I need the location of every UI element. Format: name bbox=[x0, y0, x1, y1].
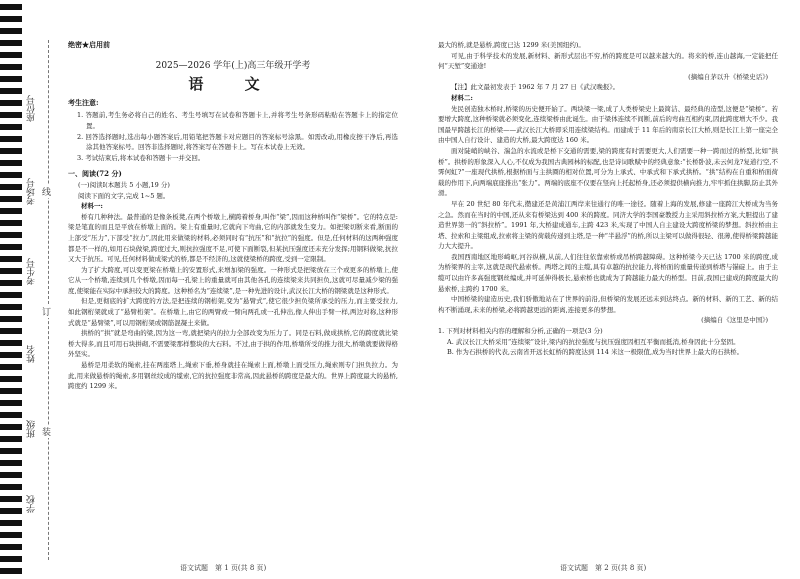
binding-stripe bbox=[0, 124, 22, 130]
notice-item: 1. 答题前,考生务必将自己的姓名、考生号填写在试卷和答题卡上,并将考生号条形码粘贴在答题卡上的指定位置。 bbox=[77, 111, 398, 130]
material-2-title: 材料二: bbox=[451, 93, 473, 102]
binding-stripe bbox=[0, 220, 22, 226]
material-1-paragraph: 悬桥是用柔软的绳索,挂在两座塔上,绳索下垂,桥身就挂在绳索上面,桥墩上面受压力,绳索则专门担负拉力。为此,用来做悬桥的绳索,多用钢丝绞成的缆索,它的抗拉强度非常高,因此悬桥的跨度是最大的。世界上跨度最大的悬桥,跨度约 1299 米。 bbox=[68, 361, 398, 391]
material-2-paragraph: 我国西南地区地形崎岖,河谷纵横,从前,人们往往依靠索桥或吊桥跨越障碍。这种桥梁今天已达 1700 米的跨度,成为桥梁界的主宰,这就是现代悬索桥。两塔之间的主缆,具有卓越的抗拉能力,将桥面的重量传递到桥塔与锚碇上。由于主缆可以由许多高强度钢丝编成,并可延伸得极长,悬索桥也就成为了跨越能力最大的桥型。目前,我国已建成的跨度最大的悬索桥,主跨约 1700 米。 bbox=[438, 252, 778, 293]
binding-stripe bbox=[0, 4, 22, 10]
notice-heading: 考生注意: bbox=[68, 97, 99, 107]
binding-word-order: 订 bbox=[42, 305, 51, 318]
binding-stripe bbox=[0, 16, 22, 22]
binding-stripe bbox=[0, 64, 22, 70]
binding-stripe bbox=[0, 208, 22, 214]
binding-word-bind: 装 bbox=[42, 425, 51, 438]
section-heading: 一、阅读(72 分) bbox=[68, 169, 122, 179]
binding-stripe bbox=[0, 52, 22, 58]
binding-stripe bbox=[0, 88, 22, 94]
binding-stripe bbox=[0, 520, 22, 526]
binding-stripe bbox=[0, 472, 22, 478]
binding-label-school: 学校 bbox=[27, 495, 37, 513]
binding-stripe bbox=[0, 352, 22, 358]
binding-stripe bbox=[0, 172, 22, 178]
binding-stripe bbox=[0, 100, 22, 106]
binding-stripe bbox=[0, 460, 22, 466]
binding-stripe bbox=[0, 280, 22, 286]
page-1-footer: 语文试题 第 1 页(共 8 页) bbox=[180, 564, 267, 572]
question-1-option: A. 武汉长江大桥采用“连续梁”设计,梁内的抗拉强度与抗压强度因相互平衡而抵消,桥身因此十分坚固。 bbox=[447, 337, 740, 346]
binding-stripe bbox=[0, 400, 22, 406]
question-1-option: B. 作为石拱桥的代表,云南省开远长虹桥的跨度达到 114 米这一极限值,成为当时世界上最大的石拱桥。 bbox=[447, 348, 744, 357]
binding-stripe bbox=[0, 196, 22, 202]
secret-mark: 绝密★启用前 bbox=[68, 40, 110, 49]
binding-stripe bbox=[0, 448, 22, 454]
material-1-paragraph: 但是,更彻底的扩大跨度的方法,是把连续的钢桁架,变为“悬臂式”,使它很少担负梁所承受的压力,而主要受拉力,如此钢桁架就成了“悬臂桁架”。在桥墩上,由它的两臂或一臂向两孔或一孔伸出,像人伸出手臂一样,两边对称,这种形式就是“悬臂梁”,可以用钢桁架或钢筋混凝土来做。 bbox=[68, 297, 398, 327]
binding-label-seat: 座位号 bbox=[27, 95, 37, 122]
binding-stripe bbox=[0, 184, 22, 190]
material-2-paragraph: 中国桥梁的建造历史,我们骄傲地站在了世界的前沿,但桥梁的发展还远未到达终点。新的材料、新的工艺、新的结构不断涌现,未来的桥梁,必将跨越更远的距离,连接更多的梦想。 bbox=[438, 295, 778, 314]
material-1-note: 【注】此文最初发表于 1962 年 7 月 27 日《武汉晚报》。 bbox=[451, 83, 620, 92]
exam-title: 2025—2026 学年(上)高三年级开学考 bbox=[155, 60, 311, 71]
binding-stripe bbox=[0, 292, 22, 298]
binding-stripe bbox=[0, 376, 22, 382]
binding-stripe bbox=[0, 160, 22, 166]
binding-stripe bbox=[0, 424, 22, 430]
binding-stripe bbox=[0, 364, 22, 370]
question-1-stem: 1. 下列对材料相关内容的理解和分析,正确的一项是(3 分) bbox=[438, 327, 603, 336]
binding-stripe bbox=[0, 268, 22, 274]
binding-stripe bbox=[0, 304, 22, 310]
binding-stripe bbox=[0, 412, 22, 418]
binding-stripe bbox=[0, 484, 22, 490]
material-2-paragraph: 面对陡峭的峡谷、湍急的水流或是桥下交通的需要,梁的跨度有时需要更大,人们需要一种一跨而过的桥型,比如“拱桥”。拱桥的形象深入人心,不仅成为我国古典园林的标配,也是诗词歌赋中的经典意象:“长桥卧波,未云何龙?复道行空,不霁何虹?”一座现代拱桥,根据桥面与主拱圈的相对位置,可分为上承式、中承式和下承式拱桥。“拱”结构在自重和桥面荷载的作用下,向两端底座推出“张力”。两端的底座不仅要在竖向上托起桥身,还必须提供横向推力,牢牢抓住拱脚,防止其外滑。 bbox=[438, 146, 778, 198]
binding-stripe bbox=[0, 244, 22, 250]
material-1-paragraph: 最大的桥,就是悬桥,跨度已达 1299 米(美国纽约)。 bbox=[438, 41, 585, 49]
binding-label-room: 考场号 bbox=[27, 178, 37, 205]
page-1-column bbox=[68, 40, 398, 392]
binding-stripe bbox=[0, 328, 22, 334]
material-1-paragraph: 为了扩大跨度,可以变更梁在桥墩上的安置形式,来增加梁的强度。一种形式是把梁放在三个或更多的桥墩上,使它从一个桥墩,连续到几个桥墩,因而每一孔梁上的重量就可由其他各孔的连续梁来共同担负,这就可尽量减少梁的强度,使梁能在实际中承担较大的跨度。这种桥名为“连续梁”,是一种先进的设计,武汉长江大桥的钢梁就是这种形式。 bbox=[68, 265, 398, 295]
binding-stripe bbox=[0, 544, 22, 550]
binding-stripe bbox=[0, 136, 22, 142]
binding-stripe bbox=[0, 556, 22, 562]
binding-word-line: 线 bbox=[42, 185, 51, 198]
subsection-heading: (一)阅读Ⅰ(本题共 5 小题,19 分) bbox=[78, 180, 170, 189]
notice-item: 3. 考试结束后,将本试卷和答题卡一并交回。 bbox=[77, 153, 205, 162]
binding-label-class: 班级 bbox=[27, 420, 37, 438]
binding-stripe bbox=[0, 316, 22, 322]
binding-stripe bbox=[0, 112, 22, 118]
binding-cut-line bbox=[48, 40, 49, 560]
material-1-paragraph: 桥有几种种法。最普通的是像条板凳,在两个桥墩上,横跨着桥身,叫作“梁”,因而这种桥叫作“梁桥”。它的特点是:梁是笔直的而且是平放在桥墩上面的。梁上有重量时,它就向下弯曲,它的内部就发生变力。如把梁切断来看,断面的上部受“压力”,下部受“拉力”,因此用来做梁的材料,必须同时有“抗压”和“抗拉”的强度。但是,任何材料的这两种强度都是不一样的,如用石块做梁,跨度过大,则抗拉强度不足,可使下面断裂,但某抗压强度还未充分发挥;用钢料做梁,抗拉又大于抗压。可见,任何材料做成梁式的桥,都是不经济的,这就使梁桥的跨度,受到一定限制。 bbox=[68, 212, 398, 264]
binding-stripe bbox=[0, 148, 22, 154]
material-1-title: 材料一: bbox=[81, 202, 103, 211]
binding-stripe bbox=[0, 340, 22, 346]
binding-label-exam-id: 考生号 bbox=[27, 258, 37, 285]
binding-stripe bbox=[0, 508, 22, 514]
binding-stripe bbox=[0, 232, 22, 238]
binding-stripe bbox=[0, 568, 22, 574]
binding-stripe bbox=[0, 40, 22, 46]
binding-strip bbox=[0, 0, 34, 579]
binding-stripe bbox=[0, 28, 22, 34]
page-2-column bbox=[438, 40, 778, 358]
binding-stripe bbox=[0, 388, 22, 394]
material-2-paragraph: 先民创造独木桥时,桥梁的历史便开始了。两块梁一梁,成了人类桥梁史上最简洁、最经典的造型,这便是“梁桥”。若要增大跨度,这种桥梁就必须变化,连续梁桥由此诞生。由于梁体连续不间断,前后的弯曲互相约束,因此跨度增大不少。我国最早跨越长江的桥梁——武汉长江大桥即采用连续梁结构。而建成于 11 年后的南京长江大桥,则是长江上第一座完全由中国人自行设计、建造的大桥,最大跨度达 160 米。 bbox=[438, 104, 778, 145]
binding-stripe bbox=[0, 496, 22, 502]
material-2-paragraph: 早在 20 世纪 80 年代末,攒建还是黄浦江两岸来往通行的唯一途径。随着上海的发展,修建一座跨江大桥成为当务之急。然而在当时的中国,还从来有桥梁达到 400 米的跨度。同济大学的李国豪教授力主采用斜拉桥方案,大胆提出了建造世界第一的“斜拉桥”。1991 年,大桥建成通车,主跨 423 米,实现了中国人自主建设大跨度桥梁的梦想。斜拉桥由主塔、拉索和主梁组成,拉索将主梁的荷载传递到主塔,是一种“半悬浮”的桥,所以主梁可以做得很轻、很薄,使得桥梁跨越能力大大提升。 bbox=[438, 199, 778, 251]
material-1-source: (摘编自茅以升《桥梁史话》) bbox=[688, 72, 768, 81]
binding-label-name: 姓名 bbox=[27, 345, 37, 363]
material-1-paragraph: 拱桥的“拱”就是弯曲的梁,因为这一弯,就把梁内的拉力全部改变为压力了。同是石料,做成拱桥,它的跨度就比梁桥大得多,而且可用石块拼砌,不需要梁那样整块的大石料。不过,由于拱的作用,桥墩所受的推力很大,桥墩就要做得格外坚实。 bbox=[68, 329, 398, 359]
notice-item: 2. 回答选择题时,选出每小题答案后,用铅笔把答题卡对应题目的答案标号涂黑。如需改动,用橡皮擦干净后,再选涂其他答案标号。回答非选择题时,将答案写在答题卡上。写在本试卷上无效。 bbox=[77, 132, 398, 152]
subject-title: 语 文 bbox=[188, 75, 278, 94]
material-1-paragraph: 可见,由于科学技术的发展,新材料、新形式层出不穷,桥的跨度是可以越来越大的。将来的桥,连山越海,一定能把任何“天堑”变通途! bbox=[438, 51, 778, 71]
binding-stripe bbox=[0, 436, 22, 442]
binding-stripe bbox=[0, 76, 22, 82]
binding-stripe bbox=[0, 532, 22, 538]
binding-stripe bbox=[0, 256, 22, 262]
material-2-source: (摘编自《这里是中国》) bbox=[701, 316, 768, 325]
page-2-footer: 语文试题 第 2 页(共 8 页) bbox=[560, 564, 647, 572]
reading-instruction: 阅读下面的文字,完成 1~5 题。 bbox=[78, 191, 170, 200]
